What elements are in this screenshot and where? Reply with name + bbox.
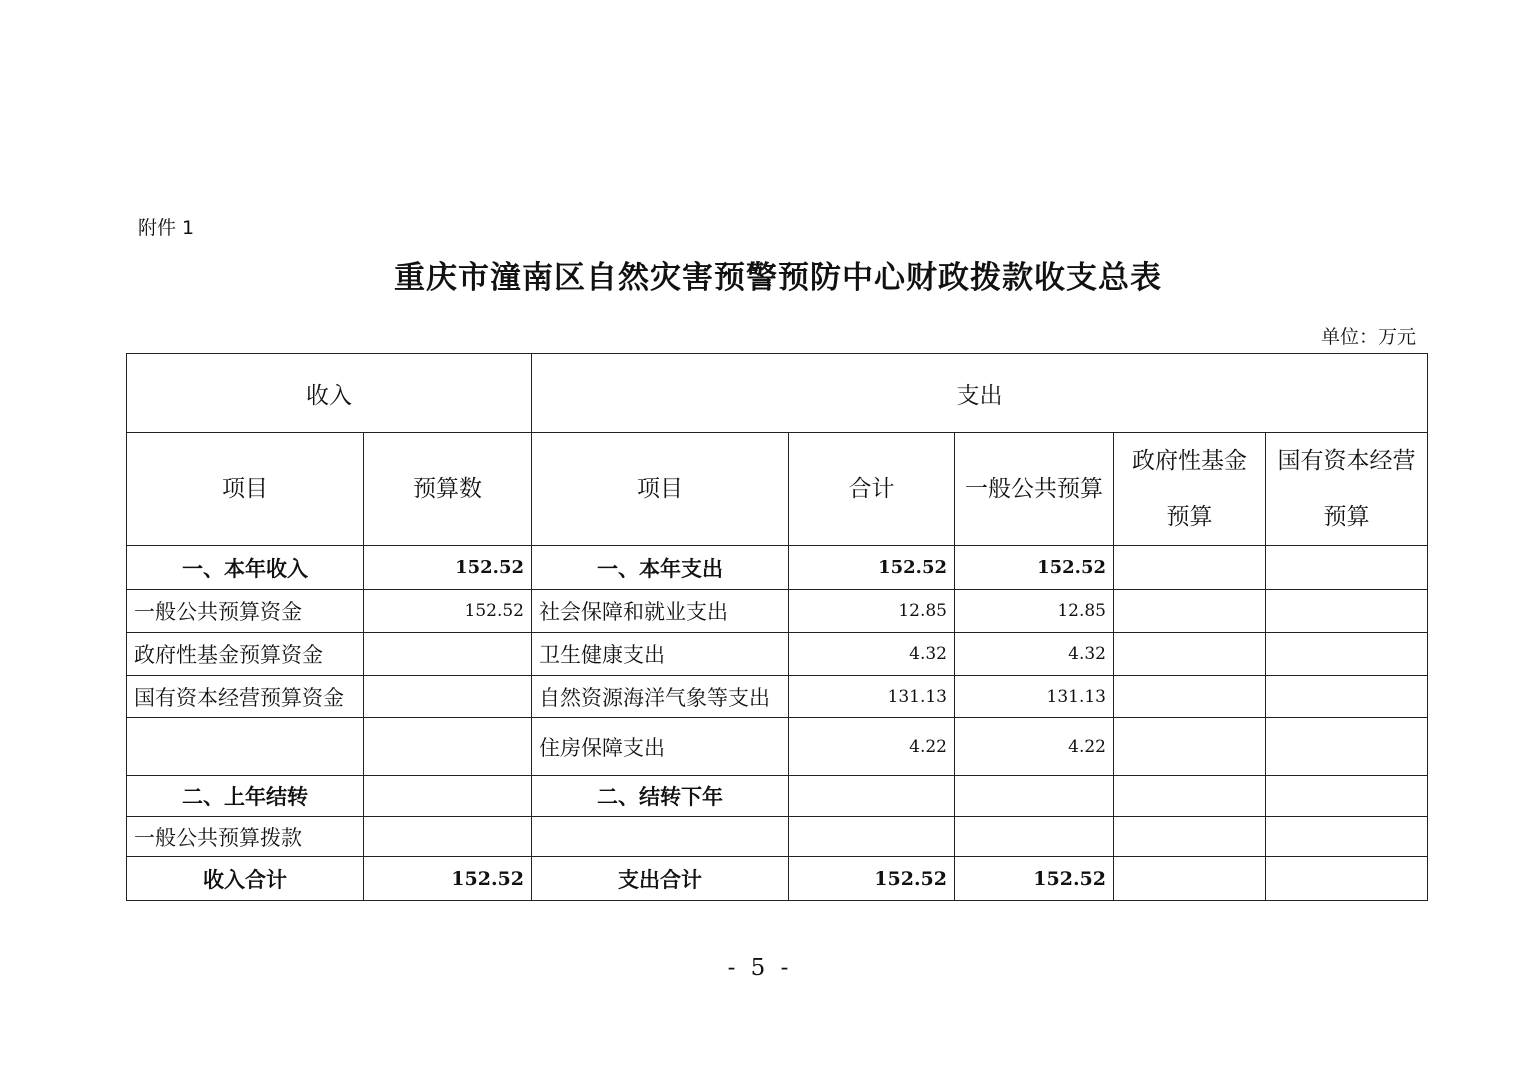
cell: 政府性基金预算资金: [127, 633, 364, 676]
cell: [364, 676, 532, 718]
cell: [1266, 676, 1428, 718]
cell: [1114, 718, 1266, 776]
table-row: [127, 817, 1428, 857]
cell: 一般公共预算拨款: [127, 817, 364, 857]
cell: 二、结转下年: [532, 776, 789, 817]
cell: 12.85: [955, 590, 1114, 633]
col-state-capital-budget: 国有资本经营预算: [1266, 433, 1428, 546]
cell: 一、本年支出: [532, 546, 789, 590]
table-row: [127, 590, 1428, 633]
cell: 住房保障支出: [532, 718, 789, 776]
col-total: 合计: [789, 433, 955, 546]
cell: 收入合计: [127, 857, 364, 901]
cell: [955, 776, 1114, 817]
cell: 国有资本经营预算资金: [127, 676, 364, 718]
cell: [1266, 817, 1428, 857]
cell: 152.52: [364, 546, 532, 590]
cell: [532, 817, 789, 857]
cell: [1114, 590, 1266, 633]
cell: [1114, 817, 1266, 857]
cell: [1114, 633, 1266, 676]
cell: 4.22: [955, 718, 1114, 776]
cell: [364, 776, 532, 817]
cell: 一、本年收入: [127, 546, 364, 590]
cell: 社会保障和就业支出: [532, 590, 789, 633]
cell: 4.32: [955, 633, 1114, 676]
cell: 152.52: [955, 857, 1114, 901]
cell: [1114, 776, 1266, 817]
table-row: [127, 546, 1428, 590]
cell: [1266, 590, 1428, 633]
cell: [1114, 546, 1266, 590]
cell: [1266, 718, 1428, 776]
attachment-label: 附件 1: [138, 217, 195, 239]
col-fund-budget: 政府性基金预算: [1114, 433, 1266, 546]
cell: [1266, 857, 1428, 901]
cell: 152.52: [364, 590, 532, 633]
col-general-budget: 一般公共预算: [955, 433, 1114, 546]
cell: [789, 817, 955, 857]
page-title: 重庆市潼南区自然灾害预警预防中心财政拨款收支总表: [394, 260, 1162, 296]
cell: 12.85: [789, 590, 955, 633]
header-row-columns: [127, 433, 1428, 546]
cell: [1114, 857, 1266, 901]
cell: 4.32: [789, 633, 955, 676]
unit-label: 单位：万元: [1320, 326, 1416, 348]
cell: [1266, 776, 1428, 817]
cell: [127, 718, 364, 776]
cell: [364, 817, 532, 857]
cell: 131.13: [955, 676, 1114, 718]
cell: 支出合计: [532, 857, 789, 901]
cell: 卫生健康支出: [532, 633, 789, 676]
cell: [955, 817, 1114, 857]
cell: 4.22: [789, 718, 955, 776]
cell: 二、上年结转: [127, 776, 364, 817]
cell: [1266, 546, 1428, 590]
budget-table: [126, 353, 1428, 901]
table-row: [127, 633, 1428, 676]
table-row: [127, 718, 1428, 776]
cell: 一般公共预算资金: [127, 590, 364, 633]
cell: [1114, 676, 1266, 718]
col-income-item: 项目: [127, 433, 364, 546]
cell: 131.13: [789, 676, 955, 718]
income-header: 收入: [127, 354, 532, 433]
cell: [364, 718, 532, 776]
cell: 自然资源海洋气象等支出: [532, 676, 789, 718]
cell: 152.52: [789, 857, 955, 901]
cell: [1266, 633, 1428, 676]
cell: 152.52: [955, 546, 1114, 590]
table-row-total: [127, 857, 1428, 901]
table-row: [127, 676, 1428, 718]
cell: 152.52: [364, 857, 532, 901]
cell: [789, 776, 955, 817]
cell: [364, 633, 532, 676]
expense-header: 支出: [532, 354, 1428, 433]
col-expense-item: 项目: [532, 433, 789, 546]
table-row: [127, 776, 1428, 817]
col-income-budget: 预算数: [364, 433, 532, 546]
cell: 152.52: [789, 546, 955, 590]
page-number: - 5 -: [727, 955, 793, 981]
header-row-group: [127, 354, 1428, 433]
